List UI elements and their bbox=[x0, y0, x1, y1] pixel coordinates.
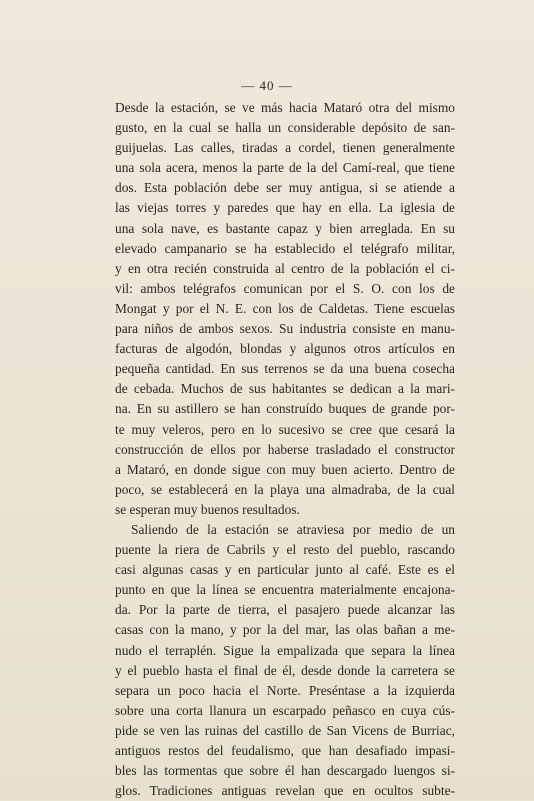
text-line: na. En su astillero se han construído buques de grande por- bbox=[115, 401, 455, 417]
text-line: nudo el terraplén. Sigue la empalizada que separa la línea bbox=[115, 642, 455, 658]
text-line: dos. Esta población debe ser muy antigua, si se atiende a bbox=[115, 180, 455, 196]
text-line: pide se ven las ruinas del castillo de San Vicens de Burriac, bbox=[115, 722, 455, 738]
text-line: elevado campanario se ha establecido el telégrafo militar, bbox=[115, 240, 455, 256]
text-line: una sola nave, es bastante capaz y bien arreglada. En su bbox=[115, 220, 455, 236]
text-line: casi algunas casas y en particular junto al café. Este es el bbox=[115, 562, 455, 578]
text-line: vil: ambos telégrafos comunican por el S. O. con los de bbox=[115, 280, 455, 296]
text-line: construcción de ellos por haberse trasladado el constructor bbox=[115, 441, 455, 457]
paragraph-end-line: se esperan muy buenos resultados. bbox=[115, 501, 300, 517]
text-line: y en otra recién construida al centro de la población el ci- bbox=[115, 260, 455, 276]
text-line: gusto, en la cual se halla un considerable depósito de san- bbox=[115, 120, 455, 136]
text-line: una sola acera, menos la parte de la del Camí-real, que tiene bbox=[115, 160, 455, 176]
text-line: y el pueblo hasta el final de él, desde donde la carretera se bbox=[115, 662, 455, 678]
text-line: Desde la estación, se ve más hacia Mataró otra del mismo bbox=[115, 100, 455, 115]
text-line: a Mataró, en donde sigue con muy buen acierto. Dentro de bbox=[115, 461, 455, 477]
text-line: te muy veleros, pero en lo sucesivo se cree que cesará la bbox=[115, 421, 455, 437]
text-line: puente la riera de Cabrils y el resto del pueblo, rascando bbox=[115, 542, 455, 558]
paragraph-start-line: Saliendo de la estación se atraviesa por medio de un bbox=[131, 521, 455, 537]
text-line: sobre una corta llanura un escarpado peñasco en cuya cús- bbox=[115, 702, 455, 718]
text-line: las viejas torres y paredes que hay en ella. La iglesia de bbox=[115, 200, 455, 216]
body-text bbox=[115, 98, 455, 801]
text-line: bles las tormentas que sobre él han descargado luengos si- bbox=[115, 763, 455, 779]
text-line: de cebada. Muchos de sus habitantes se dedican a la mari- bbox=[115, 381, 455, 397]
text-line: antiguos restos del feudalismo, que han desafiado impasi- bbox=[115, 743, 455, 758]
text-line: pequeña cantidad. En sus terrenos se da una buena cosecha bbox=[115, 361, 455, 377]
text-line: punto en que la línea se encuentra materialmente encajona- bbox=[115, 582, 455, 598]
text-line: facturas de algodón, blondas y algunos otros artículos en bbox=[115, 341, 455, 357]
text-line: para niños de ambos sexos. Su industria consiste en manu- bbox=[115, 321, 455, 337]
text-line: da. Por la parte de tierra, el pasajero puede alcanzar las bbox=[115, 602, 455, 618]
page-number: — 40 — bbox=[241, 78, 293, 93]
text-line: separa un poco hacia el Norte. Preséntase a la izquierda bbox=[115, 682, 455, 698]
text-line: poco, se establecerá en la playa una almadraba, de la cual bbox=[115, 481, 455, 497]
text-line: Mongat y por el N. E. con los de Caldetas. Tiene escuelas bbox=[115, 300, 455, 316]
text-line: guijuelas. Las calles, tiradas a cordel, tienen generalmente bbox=[115, 140, 455, 156]
text-line: glos. Tradiciones antiguas revelan que en ocultos subte- bbox=[115, 783, 455, 799]
text-line: casas con la mano, y por la del mar, las olas bañan a me- bbox=[115, 622, 455, 638]
